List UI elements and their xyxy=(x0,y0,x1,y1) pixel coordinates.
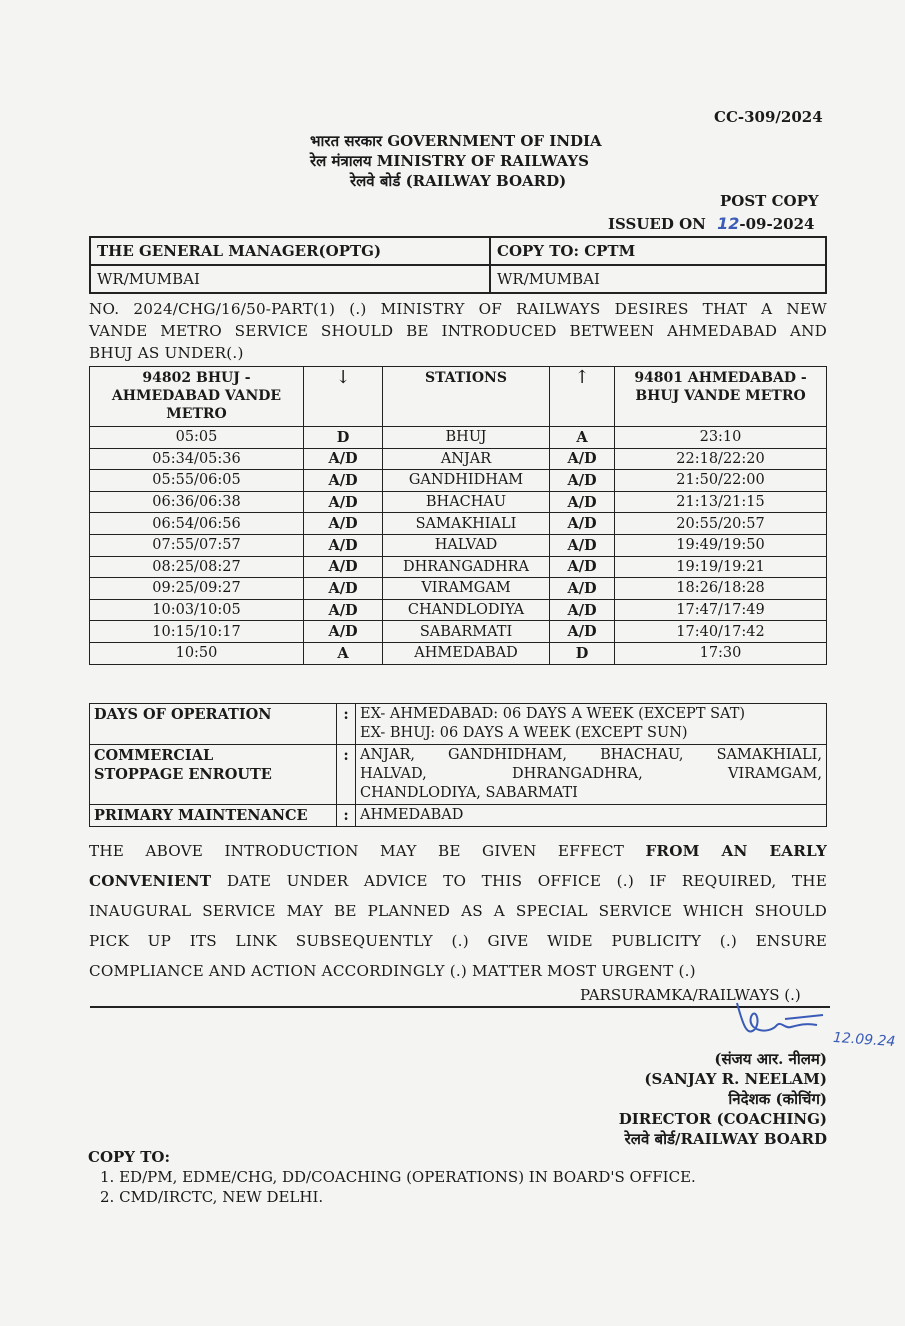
signatory-hindi-title: निदेशक (कोचिंग) xyxy=(728,1090,827,1108)
departure-time-up: 21:50/22:00 xyxy=(615,470,827,492)
days-value xyxy=(356,704,827,745)
copy-to-section xyxy=(88,1147,696,1207)
arr-dep-code-down: A/D xyxy=(304,534,383,556)
signatory-hindi-name: (संजय आर. नीलम) xyxy=(714,1050,827,1068)
body-line-1a: THE ABOVE INTRODUCTION MAY BE GIVEN EFFECT xyxy=(89,842,625,860)
station-name: SABARMATI xyxy=(383,621,550,643)
station-name: SAMAKHIALI xyxy=(383,513,550,535)
departure-time-down: 08:25/08:27 xyxy=(90,556,304,578)
timetable-row xyxy=(90,642,827,664)
departure-time-up: 22:18/22:20 xyxy=(615,448,827,470)
stations-header: STATIONS xyxy=(383,367,550,427)
body-line-4: PICK UP ITS LINK SUBSEQUENTLY (.) GIVE WIDE PUBLICITY (.) ENSURE xyxy=(89,932,827,950)
station-name: DHRANGADHRA xyxy=(383,556,550,578)
arr-dep-code-up: A/D xyxy=(550,448,615,470)
stoppage-line-1: ANJAR, GANDHIDHAM, BHACHAU, SAMAKHIALI, xyxy=(360,747,822,763)
timetable-row xyxy=(90,491,827,513)
departure-time-down: 07:55/07:57 xyxy=(90,534,304,556)
body-line-2a: CONVENIENT xyxy=(89,872,212,890)
operations-table xyxy=(89,703,827,827)
ahmedabad-bhuj-header: 94801 AHMEDABAD - BHUJ VANDE METRO xyxy=(615,367,827,427)
arr-dep-code-down: D xyxy=(304,427,383,449)
copy-to-item-number: 2. xyxy=(100,1188,120,1206)
issued-on xyxy=(608,214,814,233)
address-table xyxy=(89,236,827,294)
copy-to-item-number: 1. xyxy=(100,1168,120,1186)
stoppage-line-2: HALVAD, DHRANGADHRA, VIRAMGAM, xyxy=(360,766,822,782)
body-line-2b: DATE UNDER ADVICE TO THIS OFFICE (.) IF REQUIRED, THE xyxy=(226,872,827,890)
signatory-name: (SANJAY R. NEELAM) xyxy=(644,1070,827,1088)
instruction-paragraph xyxy=(89,836,827,986)
arr-dep-code-up: A/D xyxy=(550,470,615,492)
intro-paragraph xyxy=(89,298,827,364)
arr-dep-code-up: A xyxy=(550,427,615,449)
station-name: BHUJ xyxy=(383,427,550,449)
departure-time-down: 10:50 xyxy=(90,642,304,664)
letterhead-government: भारत सरकार GOVERNMENT OF INDIA xyxy=(310,132,602,150)
departure-time-up: 23:10 xyxy=(615,427,827,449)
days-ex-bhuj: EX- BHUJ: 06 DAYS A WEEK (EXCEPT SUN) xyxy=(360,725,688,741)
departure-time-up: 21:13/21:15 xyxy=(615,491,827,513)
copy-to-item xyxy=(88,1187,696,1207)
arr-dep-code-down: A/D xyxy=(304,491,383,513)
arr-dep-code-down: A/D xyxy=(304,599,383,621)
arr-dep-code-up: A/D xyxy=(550,578,615,600)
stoppage-value xyxy=(356,745,827,805)
body-line-2 xyxy=(89,866,827,896)
colon: : xyxy=(337,745,356,805)
copy-to-list xyxy=(88,1167,696,1207)
days-label: DAYS OF OPERATION xyxy=(90,704,337,745)
intro-line-1: NO. 2024/CHG/16/50-PART(1) (.) MINISTRY OF RAILWAYS DESIRES THAT A NEW xyxy=(89,300,827,318)
timetable-row xyxy=(90,448,827,470)
stoppage-label-2: STOPPAGE ENROUTE xyxy=(94,766,272,783)
timetable-row xyxy=(90,556,827,578)
timetable-row xyxy=(90,599,827,621)
signatory-title: DIRECTOR (COACHING) xyxy=(618,1110,827,1128)
issued-on-label: ISSUED ON xyxy=(608,215,706,233)
departure-time-down: 06:54/06:56 xyxy=(90,513,304,535)
copy-to-item-text: CMD/IRCTC, NEW DELHI. xyxy=(119,1188,324,1206)
station-name: CHANDLODIYA xyxy=(383,599,550,621)
issued-day-handwritten: 12 xyxy=(717,214,740,233)
departure-time-up: 18:26/18:28 xyxy=(615,578,827,600)
signature-date: 12.09.24 xyxy=(832,1029,896,1051)
station-name: AHMEDABAD xyxy=(383,642,550,664)
letterhead-board: रेलवे बोर्ड (RAILWAY BOARD) xyxy=(350,172,567,190)
arr-dep-code-down: A/D xyxy=(304,513,383,535)
body-line-5: COMPLIANCE AND ACTION ACCORDINGLY (.) MATTER MOST URGENT (.) xyxy=(89,962,696,980)
arr-dep-code-up: A/D xyxy=(550,621,615,643)
arr-dep-code-down: A xyxy=(304,642,383,664)
copy-to-heading: COPY TO: xyxy=(88,1148,170,1166)
issued-month-year: -09-2024 xyxy=(739,215,815,233)
departure-time-down: 05:55/06:05 xyxy=(90,470,304,492)
station-name: ANJAR xyxy=(383,448,550,470)
departure-time-up: 19:49/19:50 xyxy=(615,534,827,556)
departure-time-down: 05:34/05:36 xyxy=(90,448,304,470)
up-arrow-icon: ↑ xyxy=(550,367,615,427)
departure-time-down: 06:36/06:38 xyxy=(90,491,304,513)
signoff: PARSURAMKA/RAILWAYS (.) xyxy=(580,986,801,1004)
arr-dep-code-down: A/D xyxy=(304,470,383,492)
letterhead-ministry: रेल मंत्रालय MINISTRY OF RAILWAYS xyxy=(310,152,589,170)
maintenance-label: PRIMARY MAINTENANCE xyxy=(90,805,337,827)
timetable-row xyxy=(90,578,827,600)
station-name: GANDHIDHAM xyxy=(383,470,550,492)
station-name: BHACHAU xyxy=(383,491,550,513)
copy-to-item xyxy=(88,1167,696,1187)
arr-dep-code-up: A/D xyxy=(550,556,615,578)
arr-dep-code-up: A/D xyxy=(550,599,615,621)
departure-time-up: 19:19/19:21 xyxy=(615,556,827,578)
divider xyxy=(90,1006,830,1008)
reference-number: CC-309/2024 xyxy=(714,108,823,126)
letterhead xyxy=(310,131,602,191)
bhuj-ahmedabad-header: 94802 BHUJ - AHMEDABAD VANDE METRO xyxy=(90,367,304,427)
body-line-1 xyxy=(89,836,827,866)
departure-time-up: 17:30 xyxy=(615,642,827,664)
signature-block xyxy=(619,1049,827,1149)
departure-time-down: 10:15/10:17 xyxy=(90,621,304,643)
timetable xyxy=(89,366,827,665)
departure-time-down: 10:03/10:05 xyxy=(90,599,304,621)
intro-line-2: VANDE METRO SERVICE SHOULD BE INTRODUCED BETWEEN AHMEDABAD AND xyxy=(89,322,827,340)
station-name: VIRAMGAM xyxy=(383,578,550,600)
departure-time-up: 20:55/20:57 xyxy=(615,513,827,535)
arr-dep-code-down: A/D xyxy=(304,621,383,643)
timetable-row xyxy=(90,513,827,535)
addressee-place: WR/MUMBAI xyxy=(90,265,490,293)
departure-time-down: 09:25/09:27 xyxy=(90,578,304,600)
stoppage-line-3: CHANDLODIYA, SABARMATI xyxy=(360,785,578,801)
timetable-row xyxy=(90,621,827,643)
departure-time-down: 05:05 xyxy=(90,427,304,449)
days-ex-ahmedabad: EX- AHMEDABAD: 06 DAYS A WEEK (EXCEPT SAT) xyxy=(360,706,746,722)
copy-to-title: COPY TO: CPTM xyxy=(490,237,826,265)
arr-dep-code-down: A/D xyxy=(304,556,383,578)
down-arrow-icon: ↓ xyxy=(304,367,383,427)
signatory-board: रेलवे बोर्ड/RAILWAY BOARD xyxy=(624,1130,827,1148)
colon: : xyxy=(337,805,356,827)
body-line-1b: FROM AN EARLY xyxy=(645,842,827,860)
copy-to-item-text: ED/PM, EDME/CHG, DD/COACHING (OPERATIONS) IN BOARD'S OFFICE. xyxy=(119,1168,696,1186)
maintenance-value: AHMEDABAD xyxy=(356,805,827,827)
stoppage-label xyxy=(90,745,337,805)
arr-dep-code-up: A/D xyxy=(550,491,615,513)
addressee-title: THE GENERAL MANAGER(OPTG) xyxy=(90,237,490,265)
station-name: HALVAD xyxy=(383,534,550,556)
departure-time-up: 17:47/17:49 xyxy=(615,599,827,621)
arr-dep-code-up: A/D xyxy=(550,534,615,556)
timetable-row xyxy=(90,470,827,492)
arr-dep-code-up: D xyxy=(550,642,615,664)
post-copy-label: POST COPY xyxy=(720,192,819,210)
copy-to-place: WR/MUMBAI xyxy=(490,265,826,293)
departure-time-up: 17:40/17:42 xyxy=(615,621,827,643)
colon: : xyxy=(337,704,356,745)
arr-dep-code-down: A/D xyxy=(304,578,383,600)
timetable-row xyxy=(90,534,827,556)
arr-dep-code-up: A/D xyxy=(550,513,615,535)
arr-dep-code-down: A/D xyxy=(304,448,383,470)
body-line-3: INAUGURAL SERVICE MAY BE PLANNED AS A SPECIAL SERVICE WHICH SHOULD xyxy=(89,902,827,920)
stoppage-label-1: COMMERCIAL xyxy=(94,747,214,764)
intro-line-3: BHUJ AS UNDER(.) xyxy=(89,344,244,362)
timetable-row xyxy=(90,427,827,449)
